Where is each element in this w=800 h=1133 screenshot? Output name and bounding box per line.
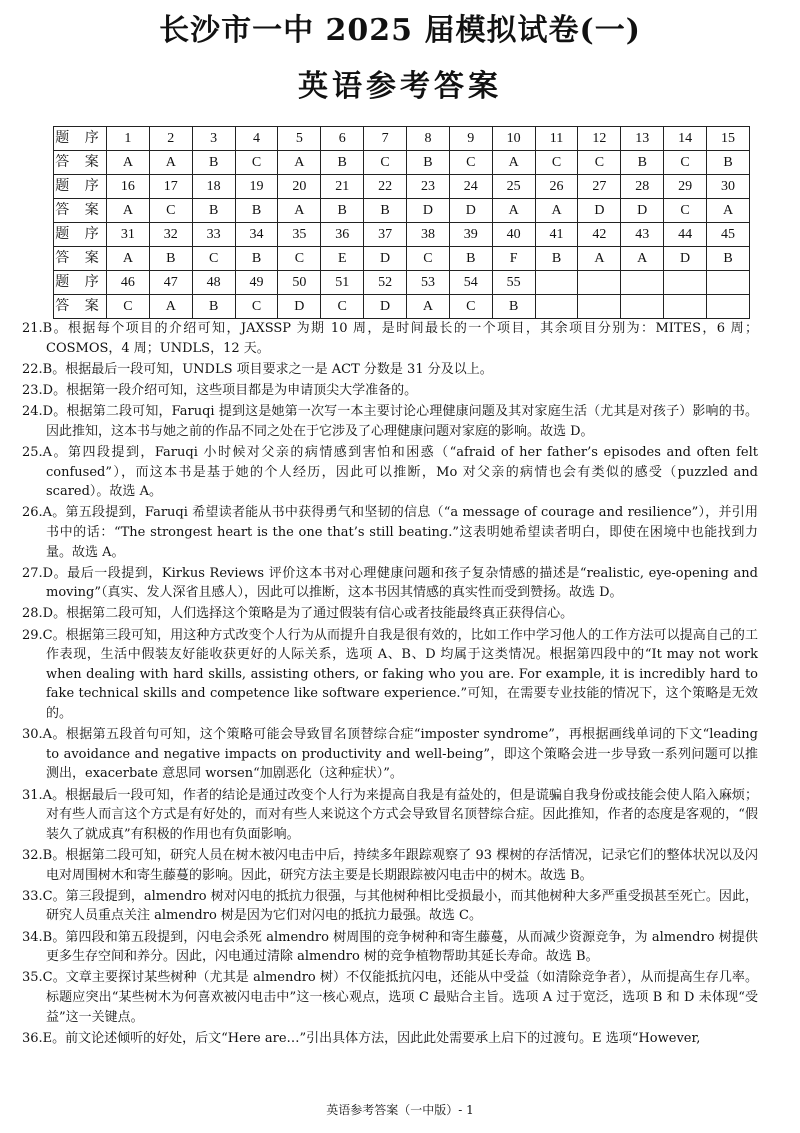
answer-cell xyxy=(535,295,578,319)
answer-cell: A xyxy=(149,295,192,319)
explanation-item: 31.A。根据最后一段可知，作者的结论是通过改变个人行为来提高自我是有益处的，但是谎骗自我身份或技能会使人陷入麻烦；对有些人而言这个方式是有好处的，而对有些人来说这个方式会导致冒名顶替综合症。因此推知，作者的态度是客观的，“假装久了就成真”有积极的作用也有负面影响。 xyxy=(22,787,758,842)
question-number-cell: 1 xyxy=(107,127,150,151)
answer-cell: D xyxy=(278,295,321,319)
question-number-cell: 32 xyxy=(149,223,192,247)
question-number-cell: 20 xyxy=(278,175,321,199)
question-number-cell: 53 xyxy=(407,271,450,295)
answer-cell: B xyxy=(364,199,407,223)
question-number-cell: 23 xyxy=(407,175,450,199)
answer-table xyxy=(53,126,750,319)
answer-cell: C xyxy=(449,151,492,175)
question-number-cell xyxy=(621,271,664,295)
explanation-item: 34.B。第四段和第五段提到，闪电会杀死 almendro 树周围的竞争树种和寄生藤蔓，从而减少资源竞争，为 almendro 树提供更多生存空间和养分。因此，闪电通过清除 almendro 树的竞争植物帮助其延长寿命。故选 B。 xyxy=(22,929,758,965)
explanation-item: 30.A。根据第五段首句可知，这个策略可能会导致冒名顶替综合症“imposter syndrome”，再根据画线单词的下文“leading to avoidance and negative impacts on productivity and well-being”，即这个策略会进一步导致一系列问题可以推测出，exacerbate 意思同 worsen“加剧恶化（这种症状）”。 xyxy=(22,727,758,782)
answer-cell: D xyxy=(364,295,407,319)
answer-cell xyxy=(664,295,707,319)
explanation-item: 36.E。前文论述倾听的好处，后文“Here are…”引出具体方法，因此此处需要承上启下的过渡句。E 选项“However, xyxy=(22,1030,701,1046)
answer-cell: B xyxy=(149,247,192,271)
question-number-cell: 12 xyxy=(578,127,621,151)
answer-row xyxy=(54,151,750,175)
question-number-cell: 9 xyxy=(449,127,492,151)
question-number-cell: 8 xyxy=(407,127,450,151)
question-number-cell xyxy=(664,271,707,295)
answer-cell: B xyxy=(492,295,535,319)
question-number-row xyxy=(54,271,750,295)
row-label: 答 案 xyxy=(54,295,107,319)
question-number-cell: 14 xyxy=(664,127,707,151)
question-number-cell: 31 xyxy=(107,223,150,247)
question-number-cell: 4 xyxy=(235,127,278,151)
question-number-cell: 19 xyxy=(235,175,278,199)
question-number-cell: 39 xyxy=(449,223,492,247)
answer-cell xyxy=(621,295,664,319)
question-number-cell: 43 xyxy=(621,223,664,247)
explanation-item: 23.D。根据第一段介绍可知，这些项目都是为申请顶尖大学准备的。 xyxy=(22,382,418,398)
explanation-item: 27.D。最后一段提到，Kirkus Reviews 评价这本书对心理健康问题和孩子复杂情感的描述是“realistic, eye-opening and moving”（真实、发人深省且感人），因此可以推断，这本书因其情感的真实性而受到赞扬。故选 D。 xyxy=(22,565,758,601)
question-number-cell: 3 xyxy=(192,127,235,151)
answer-cell: B xyxy=(321,199,364,223)
question-number-cell: 49 xyxy=(235,271,278,295)
answer-cell: B xyxy=(621,151,664,175)
question-number-cell: 29 xyxy=(664,175,707,199)
answer-cell: A xyxy=(149,151,192,175)
answer-cell: A xyxy=(407,295,450,319)
question-number-cell: 44 xyxy=(664,223,707,247)
answer-cell: A xyxy=(621,247,664,271)
answer-cell: C xyxy=(235,151,278,175)
answer-cell: A xyxy=(107,151,150,175)
answer-row xyxy=(54,295,750,319)
answer-cell: B xyxy=(192,151,235,175)
explanation-item: 24.D。根据第二段可知，Faruqi 提到这是她第一次写一本主要讨论心理健康问题及其对家庭生活（尤其是对孩子）影响的书。因此推知，这本书与她之前的作品不同之处在于它涉及了心理健康问题对家庭的影响。故选 D。 xyxy=(22,404,758,439)
answer-cell: C xyxy=(578,151,621,175)
answer-cell: B xyxy=(707,247,750,271)
question-number-cell: 51 xyxy=(321,271,364,295)
question-number-cell: 37 xyxy=(364,223,407,247)
question-number-cell: 27 xyxy=(578,175,621,199)
question-number-cell xyxy=(535,271,578,295)
answer-cell: D xyxy=(664,247,707,271)
answer-cell: A xyxy=(492,199,535,223)
answer-cell: A xyxy=(492,151,535,175)
question-number-cell: 52 xyxy=(364,271,407,295)
question-number-cell: 2 xyxy=(149,127,192,151)
answer-cell xyxy=(578,295,621,319)
explanation-item: 22.B。根据最后一段可知，UNDLS 项目要求之一是 ACT 分数是 31 分及以上。 xyxy=(22,361,493,377)
row-label: 答 案 xyxy=(54,151,107,175)
question-number-cell: 26 xyxy=(535,175,578,199)
answer-cell: C xyxy=(321,295,364,319)
answer-cell: C xyxy=(149,199,192,223)
answer-cell: B xyxy=(321,151,364,175)
question-number-cell: 25 xyxy=(492,175,535,199)
explanation-item: 35.C。文章主要探讨某些树种（尤其是 almendro 树）不仅能抵抗闪电，还能从中受益（如清除竞争者），从而提高生存几率。标题应突出“某些树木为何喜欢被闪电击中”这一核心观点，选项 C 最贴合主旨。选项 A 过于宽泛，选项 B 和 D 未体现“受益”这一关键点。 xyxy=(22,970,758,1025)
explanation-item: 25.A。第四段提到，Faruqi 小时候对父亲的病情感到害怕和困惑（“afraid of her father’s episodes and often felt confused”），而这本书是基于她的个人经历，因此可以推断，Mo 对父亲的病情也会有类似的感受（puzzled and scared）。故选 A。 xyxy=(22,444,758,500)
answer-cell: A xyxy=(107,247,150,271)
row-label: 题 序 xyxy=(54,271,107,295)
question-number-cell: 30 xyxy=(707,175,750,199)
answer-key-heading: 英语参考答案 xyxy=(298,69,502,104)
explanation-item: 32.B。根据第二段可知，研究人员在树木被闪电击中后，持续多年跟踪观察了 93 棵树的存活情况，记录它们的整体状况以及闪电对周围树木和寄生藤蔓的影响。因此，研究方法主要是长期跟踪被闪电击中的树木。故选 B。 xyxy=(22,847,758,883)
question-number-cell: 6 xyxy=(321,127,364,151)
answer-cell: A xyxy=(278,151,321,175)
question-number-cell: 22 xyxy=(364,175,407,199)
answer-cell: B xyxy=(449,247,492,271)
row-label: 题 序 xyxy=(54,127,107,151)
answer-cell: D xyxy=(621,199,664,223)
row-label: 题 序 xyxy=(54,223,107,247)
answer-cell: A xyxy=(578,247,621,271)
explanations-section xyxy=(22,319,758,1050)
question-number-cell: 21 xyxy=(321,175,364,199)
question-number-cell: 34 xyxy=(235,223,278,247)
question-number-cell: 38 xyxy=(407,223,450,247)
question-number-cell: 36 xyxy=(321,223,364,247)
answer-cell: C xyxy=(449,295,492,319)
answer-cell: D xyxy=(407,199,450,223)
exam-title: 长沙市一中 2025 届模拟试卷(一) xyxy=(159,13,641,48)
answer-row xyxy=(54,247,750,271)
question-number-cell: 47 xyxy=(149,271,192,295)
question-number-cell: 15 xyxy=(707,127,750,151)
question-number-cell: 48 xyxy=(192,271,235,295)
answer-cell: C xyxy=(364,151,407,175)
answer-cell: D xyxy=(364,247,407,271)
question-number-cell: 46 xyxy=(107,271,150,295)
question-number-cell: 17 xyxy=(149,175,192,199)
question-number-cell xyxy=(578,271,621,295)
answer-cell: C xyxy=(407,247,450,271)
answer-cell: D xyxy=(449,199,492,223)
answer-cell: C xyxy=(107,295,150,319)
answer-cell: B xyxy=(192,295,235,319)
answer-cell: A xyxy=(278,199,321,223)
answer-cell: C xyxy=(664,151,707,175)
answer-cell: B xyxy=(235,199,278,223)
answer-cell: C xyxy=(278,247,321,271)
answer-cell: C xyxy=(664,199,707,223)
question-number-cell: 41 xyxy=(535,223,578,247)
question-number-cell: 55 xyxy=(492,271,535,295)
question-number-cell xyxy=(707,271,750,295)
question-number-cell: 16 xyxy=(107,175,150,199)
question-number-cell: 7 xyxy=(364,127,407,151)
question-number-cell: 5 xyxy=(278,127,321,151)
question-number-cell: 10 xyxy=(492,127,535,151)
question-number-cell: 24 xyxy=(449,175,492,199)
answer-cell: B xyxy=(535,247,578,271)
question-number-cell: 13 xyxy=(621,127,664,151)
answer-cell: D xyxy=(578,199,621,223)
explanation-item: 28.D。根据第二段可知，人们选择这个策略是为了通过假装有信心或者技能最终真正获得信心。 xyxy=(22,606,574,622)
question-number-cell: 40 xyxy=(492,223,535,247)
question-number-cell: 54 xyxy=(449,271,492,295)
question-number-cell: 42 xyxy=(578,223,621,247)
explanation-item: 29.C。根据第三段可知，用这种方式改变个人行为从而提升自我是很有效的，比如工作中学习他人的工作方法可以提高自己的工作表现，生活中假装友好能收获更好的人际关系，选项 A、B、D 均属于这类情况。根据第四段中的“It may not work when dealing with hard skills, assisting others, or faking who you are. For example, it is incredibly hard to fake technical skills and competence like software experience.”可知，在需要专业技能的情况下，这个策略是无效的。 xyxy=(22,627,758,722)
explanation-item: 26.A。第五段提到，Faruqi 希望读者能从书中获得勇气和坚韧的信息（“a message of courage and resilience”），并引用书中的话：“The strongest heart is the one that’s still beating.”这表明她希望读者明白，即使在困境中也能找到力量。故选 A。 xyxy=(22,505,758,560)
explanation-item: 21.B。根据每个项目的介绍可知，JAXSSP 为期 10 周，是时间最长的一个项目，其余项目分别为：MITES，6 周；COSMOS，4 周；UNDLS，12 天。 xyxy=(22,321,758,356)
answer-cell: A xyxy=(707,199,750,223)
answer-cell: B xyxy=(707,151,750,175)
answer-cell: C xyxy=(535,151,578,175)
question-number-cell: 28 xyxy=(621,175,664,199)
answer-cell: F xyxy=(492,247,535,271)
answer-cell: B xyxy=(192,199,235,223)
answer-cell: A xyxy=(107,199,150,223)
question-number-cell: 45 xyxy=(707,223,750,247)
question-number-row xyxy=(54,175,750,199)
answer-cell xyxy=(707,295,750,319)
answer-row xyxy=(54,199,750,223)
answer-cell: B xyxy=(407,151,450,175)
row-label: 题 序 xyxy=(54,175,107,199)
row-label: 答 案 xyxy=(54,247,107,271)
answer-cell: B xyxy=(235,247,278,271)
answer-cell: C xyxy=(235,295,278,319)
question-number-cell: 50 xyxy=(278,271,321,295)
row-label: 答 案 xyxy=(54,199,107,223)
question-number-row xyxy=(54,223,750,247)
question-number-cell: 11 xyxy=(535,127,578,151)
answer-cell: C xyxy=(192,247,235,271)
question-number-row xyxy=(54,127,750,151)
question-number-cell: 35 xyxy=(278,223,321,247)
question-number-cell: 33 xyxy=(192,223,235,247)
question-number-cell: 18 xyxy=(192,175,235,199)
answer-cell: E xyxy=(321,247,364,271)
page-footer: 英语参考答案（一中版）- 1 xyxy=(326,1103,474,1117)
explanation-item: 33.C。第三段提到，almendro 树对闪电的抵抗力很强，与其他树种相比受损最小，而其他树种大多严重受损甚至死亡。因此，研究人员重点关注 almendro 树是因为它们对闪电的抵抗力最强。故选 C。 xyxy=(22,888,758,924)
answer-cell: A xyxy=(535,199,578,223)
